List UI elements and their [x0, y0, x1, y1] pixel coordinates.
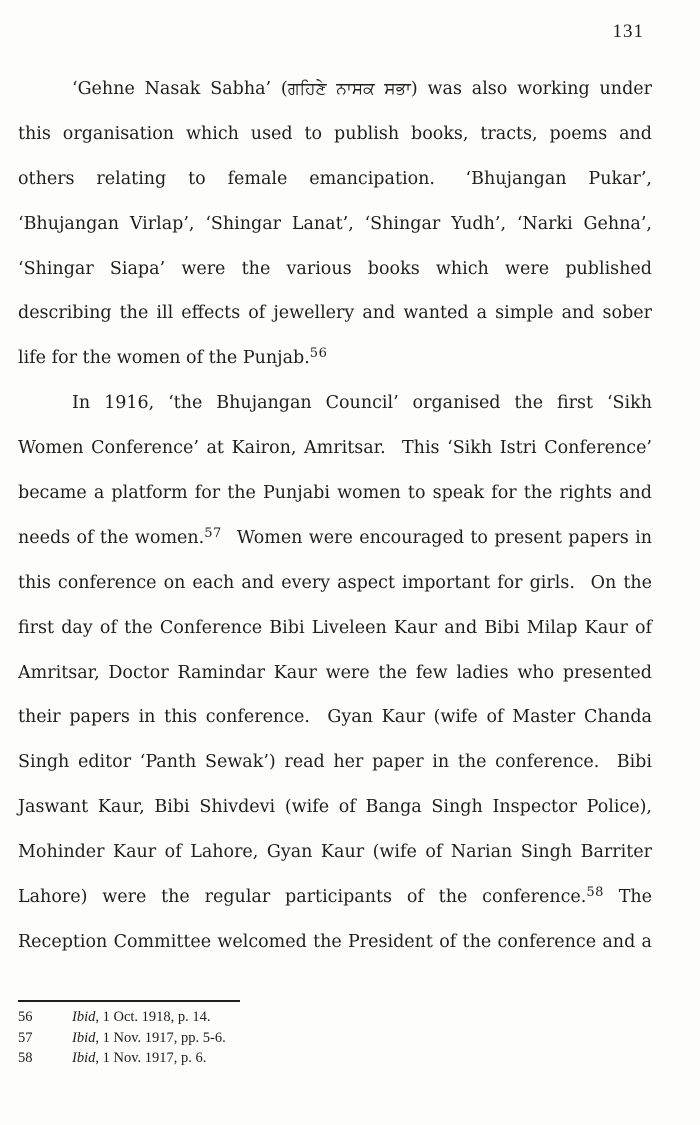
text-line: [18, 157, 652, 202]
text-segment: ‘Gehne Nasak Sabha’ (: [72, 79, 288, 99]
text-segment: In 1916, ‘the Bhujangan Council’ organised the first ‘Sikh: [72, 393, 652, 414]
footnote-marker: 58: [586, 885, 604, 901]
text-line: [18, 426, 652, 471]
text-segment: ) was also working under: [410, 79, 652, 99]
gurmukhi-text: ਗਹਿਣੇ ਨਾਸਕ ਸਭਾ: [287, 79, 411, 99]
footnote-number: 56: [18, 1009, 33, 1025]
text-segment: ‘Shingar Siapa’ were the various books which were published: [18, 258, 652, 279]
text-segment: this organisation which used to publish books, tracts, poems and: [18, 123, 652, 144]
footnotes: [18, 1007, 578, 1069]
text-segment: others relating to female emancipation. ‘Bhujangan Pukar’,: [18, 168, 652, 189]
footnote-text: [72, 1048, 206, 1069]
text-line: [18, 381, 652, 426]
footnote-row: [18, 1048, 578, 1069]
footnote-marker: 57: [204, 525, 222, 541]
text-line: [18, 516, 652, 561]
text-line: [18, 651, 652, 696]
footnote-marker: 56: [309, 346, 328, 362]
text-segment: Lahore) were the regular participants of the conference.: [18, 887, 587, 908]
text-line: [18, 785, 652, 830]
footnote-separator: [18, 1000, 240, 1002]
text-line: [18, 112, 652, 157]
text-line: [18, 291, 652, 336]
footnote-source: Ibid: [72, 1029, 96, 1046]
text-line: [18, 695, 652, 740]
text-segment: describing the ill effects of jewellery and wanted a simple and sober: [18, 303, 652, 324]
text-segment: first day of the Conference Bibi Liveleen Kaur and Bibi Milap Kaur of: [18, 617, 652, 638]
text-line: [18, 471, 652, 516]
text-segment: Women Conference’ at Kairon, Amritsar. This ‘Sikh Istri Conference’: [18, 438, 652, 459]
text-line: [18, 336, 652, 381]
text-segment: became a platform for the Punjabi women to speak for the rights and: [18, 483, 652, 504]
footnote-row: [18, 1028, 578, 1049]
text-line: [18, 67, 652, 112]
text-segment: Singh editor ‘Panth Sewak’) read her paper in the conference. Bibi: [18, 752, 652, 773]
footnote-source: Ibid: [72, 1009, 96, 1025]
footnote-text: [72, 1007, 211, 1028]
text-segment: Women were encouraged to present papers in: [221, 527, 653, 548]
text-segment: their papers in this conference. Gyan Kaur (wife of Master Chanda: [18, 707, 652, 728]
text-segment: ‘Bhujangan Virlap’, ‘Shingar Lanat’, ‘Shingar Yudh’, ‘Narki Gehna’,: [18, 213, 652, 234]
footnote-row: [18, 1007, 578, 1028]
text-line: [18, 830, 652, 875]
text-segment: needs of the women.: [18, 527, 205, 548]
text-segment: The: [603, 887, 652, 908]
text-line: [18, 247, 652, 292]
footnote-detail: , 1 Nov. 1917, pp. 5-6.: [95, 1029, 226, 1046]
footnote-text: [72, 1028, 226, 1049]
footnote-detail: , 1 Nov. 1917, p. 6.: [95, 1050, 207, 1066]
text-line: [18, 561, 652, 606]
text-line: [18, 740, 652, 785]
text-line: [18, 606, 652, 651]
footnote-detail: , 1 Oct. 1918, p. 14.: [95, 1009, 211, 1025]
page-number: 131: [612, 21, 644, 42]
footnote-number: 57: [18, 1029, 33, 1046]
text-line: [18, 920, 652, 965]
footnote-source: Ibid: [72, 1050, 96, 1066]
text-line: [18, 202, 652, 247]
text-segment: this conference on each and every aspect important for girls. On the: [18, 572, 652, 593]
text-segment: Mohinder Kaur of Lahore, Gyan Kaur (wife of Narian Singh Barriter: [18, 842, 652, 863]
text-segment: Reception Committee welcomed the President of the conference and a: [18, 931, 652, 952]
body-text: [18, 67, 652, 965]
text-segment: life for the women of the Punjab.: [18, 348, 310, 369]
text-line: [18, 875, 652, 920]
text-segment: Amritsar, Doctor Ramindar Kaur were the few ladies who presented: [18, 662, 652, 683]
text-segment: Jaswant Kaur, Bibi Shivdevi (wife of Banga Singh Inspector Police),: [18, 797, 652, 818]
footnote-number: 58: [18, 1050, 33, 1066]
